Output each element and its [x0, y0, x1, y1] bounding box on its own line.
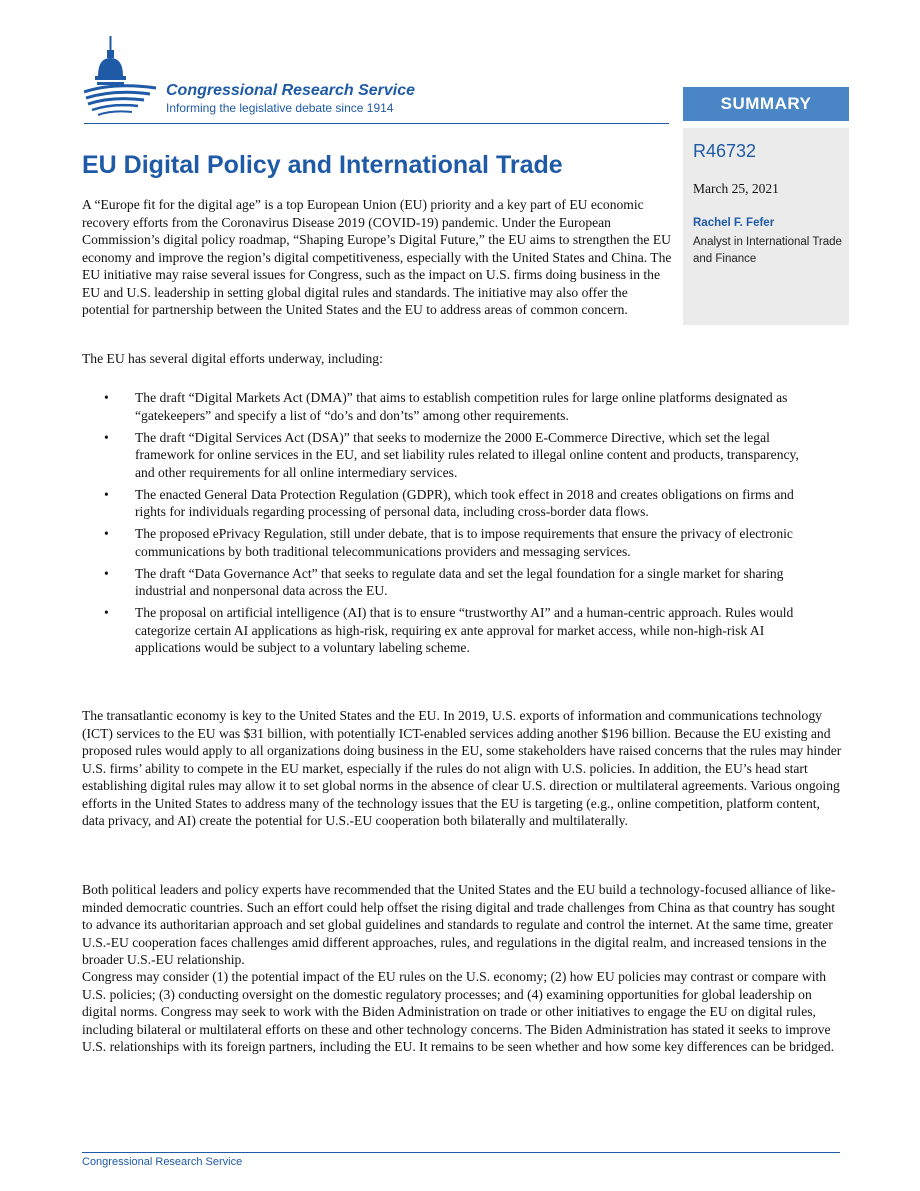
list-item-text: The draft “Digital Markets Act (DMA)” that aims to establish competition rules for large online platforms designated as “gatekeepers” and specify a list of “do’s and don’ts” among other requirements.: [135, 390, 788, 423]
author-title: Analyst in International Trade and Finance: [693, 236, 842, 265]
list-item: [82, 525, 802, 560]
body-paragraph-congress: Congress may consider (1) the potential impact of the EU rules on the U.S. economy; (2) how EU policies may contrast or compare with U.S. policies; (3) conducting oversight on the domestic regulatory processes; and (4) examining opportunities for global leadership on digital norms. Congress may seek to work with the Biden Administration on trade or other initiatives to engage the EU on digital rules, including bilateral or multilateral efforts on these and other technology concerns. The Biden Administration has stated it seeks to improve U.S. relationships with its foreign partners, including the EU. It remains to be seen whether and how some key differences can be bridged.: [82, 969, 835, 1054]
bullet-marker: •: [104, 429, 109, 445]
list-item: [82, 486, 802, 521]
bullet-marker: •: [104, 605, 109, 620]
footer-divider: [82, 1152, 840, 1153]
intro-paragraph: A “Europe fit for the digital age” is a top European Union (EU) priority and a key part of EU economic recovery efforts from the Coronavirus Disease 2019 (COVID-19) pandemic. Under the European Commission’s digital policy roadmap, “Shaping Europe’s Digital Future,” the EU aims to strengthen the EU economy and improve the region’s digital competitiveness, especially with the United States and China. The EU initiative may raise several issues for Congress, such as the impact on U.S. firms doing business in the EU and U.S. leadership in setting global digital rules and standards. The initiative may also offer the potential for partnership between the United States and the EU to address areas of common concern.: [82, 197, 672, 317]
list-item-text: The proposal on artificial intelligence (AI) that is to ensure “trustworthy AI” and a human-centric approach. Rules would categorize certain AI applications as high-risk, requiring ex ante approval for market access, while non-high-risk AI applications would be subject to a voluntary labeling scheme.: [135, 605, 794, 655]
bullet-marker: •: [104, 390, 109, 405]
summary-sidebar: [683, 128, 849, 325]
digital-efforts-list: [82, 389, 802, 661]
bullet-marker: •: [104, 486, 109, 502]
header-divider: [84, 123, 669, 124]
list-item-text: The enacted General Data Protection Regulation (GDPR), which took effect in 2018 and creates obligations on firms and rights for individuals regarding processing of personal data, including cross-border data flows.: [135, 486, 794, 519]
report-date: March 25, 2021: [693, 181, 779, 196]
bullet-marker: •: [104, 526, 109, 541]
footer-org-name: Congressional Research Service: [82, 1156, 243, 1168]
bullet-marker: •: [104, 565, 109, 581]
org-name: Congressional Research Service: [166, 82, 416, 99]
list-item: [82, 429, 802, 482]
list-item-text: The draft “Data Governance Act” that seeks to regulate data and set the legal foundation for a single market for sharing industrial and nonpersonal data across the EU.: [135, 565, 784, 598]
list-item-text: The draft “Digital Services Act (DSA)” that seeks to modernize the 2000 E-Commerce Directive, which set the legal framework for online services in the EU, and set liability rules related to illegal online content and products, transparency, and other requirements for all online intermediary services.: [135, 429, 799, 480]
body-paragraph-transatlantic: The transatlantic economy is key to the United States and the EU. In 2019, U.S. exports of information and communications technology (ICT) services to the EU was $31 billion, with potentially ICT-enabled services adding another $196 billion. Because the EU existing and proposed rules would apply to all organizations doing business in the EU, some stakeholders have raised concerns that the rules may hinder U.S. firms’ ability to compete in the EU market, especially if the rules do not align with U.S. policies. In addition, the EU’s head start establishing digital rules may allow it to set global norms in the absence of clear U.S. direction or multilateral agreements. Various ongoing efforts in the United States to address many of the technology issues that the EU is targeting (e.g., online competition, platform content, data privacy, and AI) create the potential for U.S.-EU cooperation both bilaterally and multilaterally.: [82, 708, 842, 828]
list-item: [82, 389, 802, 424]
list-item: [82, 565, 802, 600]
summary-heading: SUMMARY: [683, 87, 849, 121]
page-title: EU Digital Policy and International Trade: [82, 151, 563, 179]
body-paragraph-alliance: Both political leaders and policy experts have recommended that the United States and the EU build a technology-focused alliance of like-minded democratic countries. Such an effort could help offset the rising digital and trade challenges from China as that country has sought to advance its authoritarian approach and set global guidelines and standards to regulate and control the internet. At the same time, greater U.S.-EU cooperation faces challenges amid different approaches, rules, and regulations in the digital realm, and increased tensions in the broader U.S.-EU relationship.: [82, 882, 836, 967]
list-item: [82, 604, 802, 657]
list-lead-paragraph: The EU has several digital efforts underway, including:: [82, 351, 383, 366]
org-tagline: Informing the legislative debate since 1914: [166, 101, 394, 115]
list-item-text: The proposed ePrivacy Regulation, still under debate, that is to impose requirements that ensure the privacy of electronic communications by both traditional telecommunications providers and messaging services.: [135, 526, 793, 559]
report-id: R46732: [693, 141, 757, 161]
author-name[interactable]: Rachel F. Fefer: [693, 217, 775, 229]
